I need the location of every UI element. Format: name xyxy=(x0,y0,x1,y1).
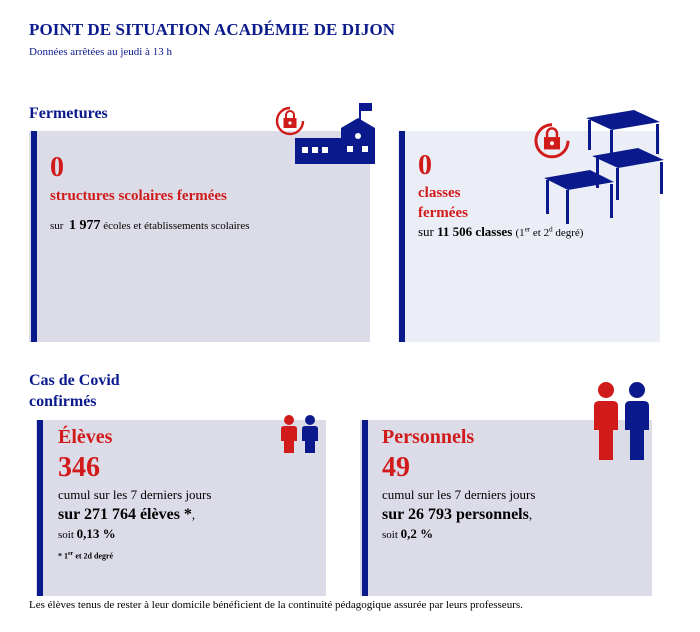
eleves-ratio: soit 0,13 % xyxy=(58,526,116,541)
classes-label-line2: fermées xyxy=(418,205,468,221)
personnels-total-text: sur 26 793 personnels xyxy=(382,506,529,523)
section-title-covid-line1: Cas de Covid xyxy=(29,372,120,389)
section-title-fermetures: Fermetures xyxy=(29,105,108,122)
classes-detail-degree: (1er et 2$^d$ degré) xyxy=(515,225,584,239)
structures-detail-prefix: sur xyxy=(50,220,64,232)
desks-icon xyxy=(542,106,666,226)
eleves-period: cumul sur les 7 derniers jours xyxy=(58,487,212,502)
personnels-value: 49 xyxy=(382,452,410,483)
structures-label: structures scolaires fermées xyxy=(50,188,227,204)
eleves-footnote: * 1er et 2d degré xyxy=(58,551,114,561)
structures-detail xyxy=(50,218,250,234)
structures-detail-suffix: écoles et établissements scolaires xyxy=(103,220,250,232)
personnels-title: Personnels xyxy=(382,426,475,448)
classes-detail-number: 11 506 classes xyxy=(437,224,513,239)
personnels-card-bar xyxy=(362,420,368,596)
personnels-ratio: soit 0,2 % xyxy=(382,526,434,541)
eleves-value: 346 xyxy=(58,452,100,483)
page-title: POINT DE SITUATION ACADÉMIE DE DIJON xyxy=(29,20,396,39)
school-building-icon xyxy=(295,100,377,164)
section-title-covid-line2: confirmés xyxy=(29,393,97,410)
structures-card-bar xyxy=(31,131,37,342)
classes-detail xyxy=(418,224,583,240)
classes-label-line1: classes xyxy=(418,185,461,201)
eleves-total-text: sur 271 764 élèves * xyxy=(58,506,192,523)
eleves-total: sur 271 764 élèves *, xyxy=(58,506,196,523)
page-subtitle: Données arrêtées au jeudi à 13 h xyxy=(29,46,172,58)
people-icon xyxy=(590,380,654,464)
personnels-ratio-value: 0,2 % xyxy=(400,526,434,541)
footer-note: Les élèves tenus de rester à leur domicile bénéficient de la continuité pédagogique assurée par leurs professeurs. xyxy=(29,599,523,611)
eleves-ratio-value: 0,13 % xyxy=(76,526,116,541)
eleves-title: Élèves xyxy=(58,426,113,448)
personnels-total: sur 26 793 personnels, xyxy=(382,506,533,523)
classes-detail-prefix: sur xyxy=(418,224,434,239)
personnels-period: cumul sur les 7 derniers jours xyxy=(382,487,536,502)
classes-value: 0 xyxy=(418,150,432,181)
eleves-card-bar xyxy=(37,420,43,596)
structures-value: 0 xyxy=(50,152,64,183)
structures-detail-number: 1 977 xyxy=(68,218,101,233)
classes-card-bar xyxy=(399,131,405,342)
people-icon xyxy=(278,413,322,455)
